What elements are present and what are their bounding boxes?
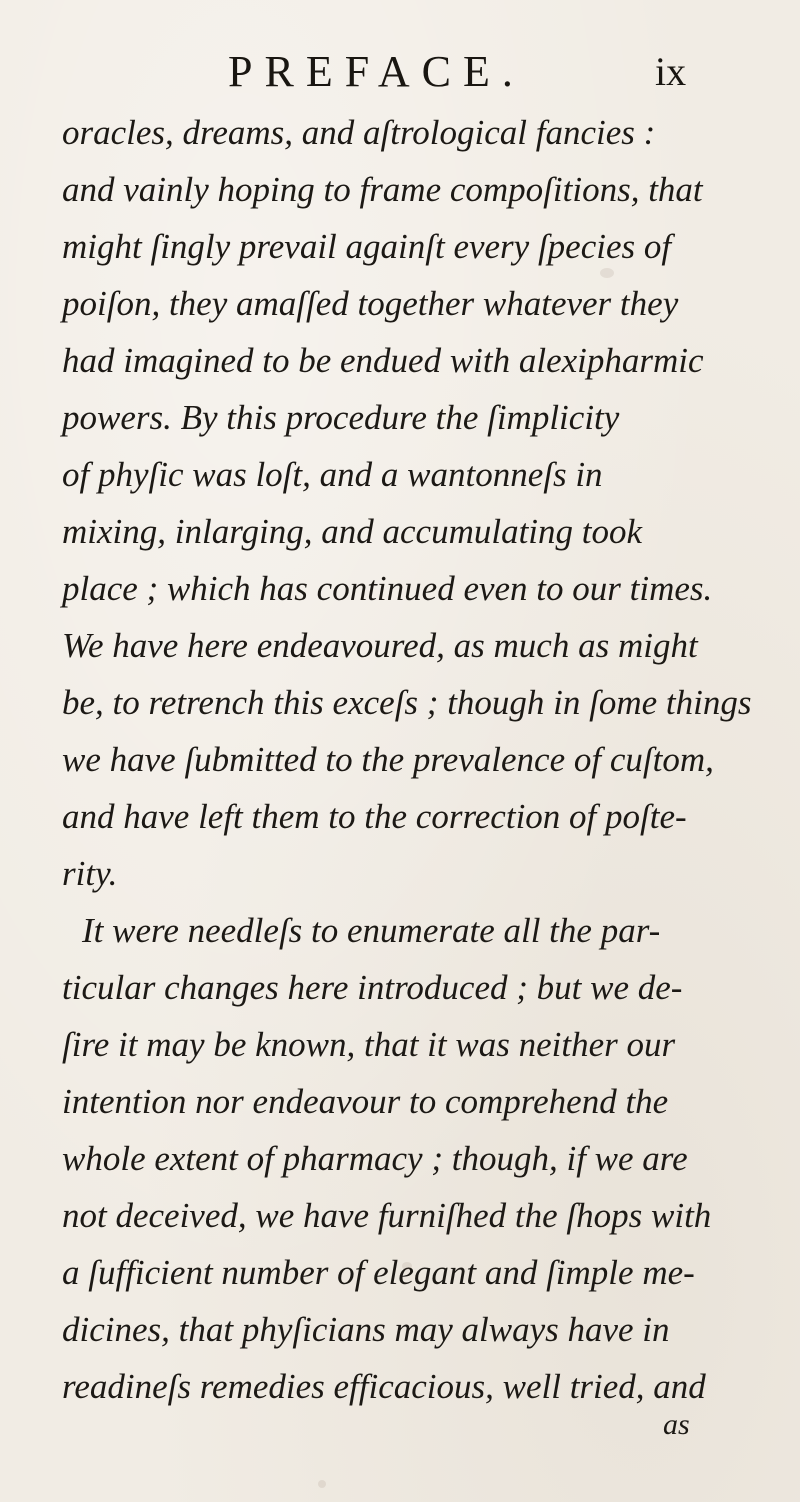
page-number: ix: [655, 49, 687, 94]
paper-spot: [600, 268, 614, 278]
text-line: not deceived, we have furniſhed the ſhops with: [62, 1196, 712, 1235]
text-line: ſire it may be known, that it was neither our: [62, 1025, 676, 1064]
text-line: of phyſic was loſt, and a wantonneſs in: [62, 455, 603, 494]
page-header: [0, 40, 800, 100]
paper-spot: [318, 1480, 326, 1488]
text-line: ticular changes here introduced ; but we de-: [62, 968, 683, 1007]
text-line: be, to retrench this exceſs ; though in ſome things: [62, 683, 752, 722]
text-line: might ſingly prevail againſt every ſpecies of: [62, 227, 672, 266]
text-line: readineſs remedies efficacious, well tried, and: [62, 1367, 706, 1406]
paper-spot: [402, 1262, 412, 1270]
text-line: We have here endeavoured, as much as might: [62, 626, 698, 665]
text-line: and have left them to the correction of poſte-: [62, 797, 687, 836]
running-title: PREFACE.: [228, 47, 525, 96]
text-line: mixing, inlarging, and accumulating took: [62, 512, 643, 551]
text-line: and vainly hoping to frame compoſitions, that: [62, 170, 703, 209]
text-line: we have ſubmitted to the prevalence of cuſtom,: [62, 740, 714, 779]
text-line: poiſon, they amaſſed together whatever they: [62, 284, 679, 323]
text-line: oracles, dreams, and aſtrological fancies :: [62, 113, 656, 152]
text-line: whole extent of pharmacy ; though, if we are: [62, 1139, 688, 1178]
text-line: a ſufficient number of elegant and ſimple me-: [62, 1253, 695, 1292]
text-line: place ; which has continued even to our times.: [62, 569, 713, 608]
catchword: as: [663, 1408, 690, 1441]
text-line: powers. By this procedure the ſimplicity: [62, 398, 620, 437]
text-line: intention nor endeavour to comprehend the: [62, 1082, 669, 1121]
text-line: had imagined to be endued with alexipharmic: [62, 341, 704, 380]
text-line: dicines, that phyſicians may always have in: [62, 1310, 670, 1349]
text-line: rity.: [62, 854, 118, 893]
text-line: It were needleſs to enumerate all the par-: [82, 911, 661, 950]
